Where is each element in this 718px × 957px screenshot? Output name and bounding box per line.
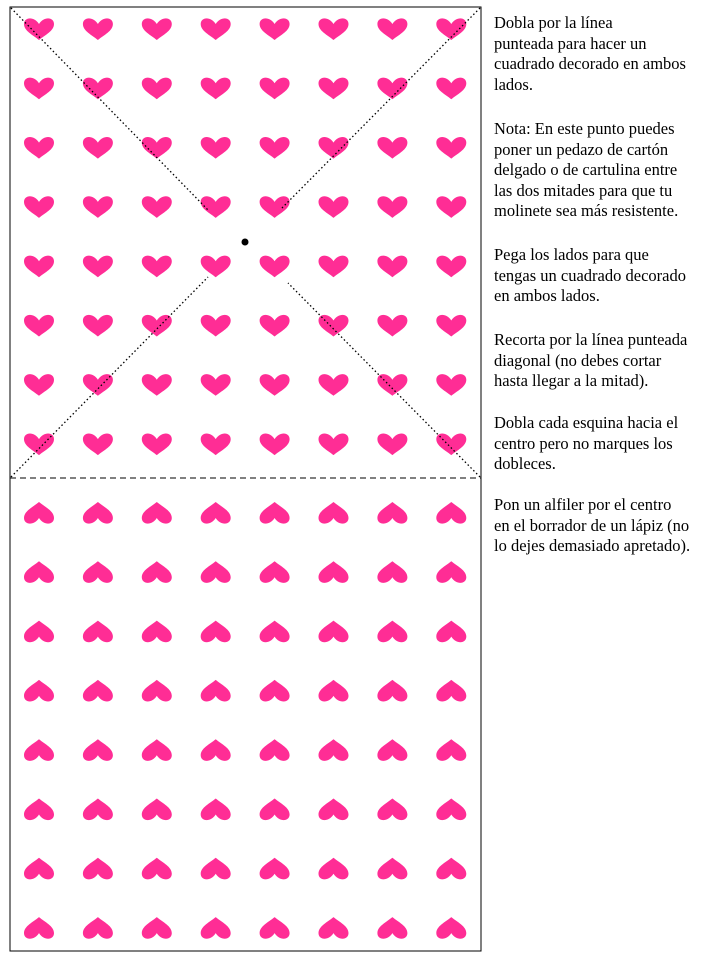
heart-icon: [377, 196, 407, 218]
heart-icon: [319, 196, 349, 218]
heart-icon: [201, 433, 231, 455]
heart-icon: [377, 621, 407, 643]
heart-icon: [260, 78, 290, 100]
heart-icon: [201, 137, 231, 159]
heart-icon: [319, 621, 349, 643]
heart-icon: [142, 502, 172, 524]
heart-icon: [24, 433, 54, 455]
heart-icon: [24, 858, 54, 880]
heart-icon: [319, 315, 349, 337]
heart-icon: [83, 502, 113, 524]
heart-icon: [260, 137, 290, 159]
heart-icon: [201, 78, 231, 100]
instruction-note: Nota: En este punto puedes poner un pedazo de cartón delgado o de cartulina entre las dos mitades para que tu molinete sea más resistente.: [494, 119, 679, 220]
heart-icon: [201, 561, 231, 583]
heart-icon: [24, 680, 54, 702]
heart-icon: [436, 621, 466, 643]
heart-icon: [83, 196, 113, 218]
heart-icon: [24, 502, 54, 524]
heart-icon: [142, 433, 172, 455]
heart-icon: [142, 18, 172, 40]
heart-icon: [201, 502, 231, 524]
heart-icon: [377, 561, 407, 583]
heart-icon: [142, 256, 172, 278]
heart-icon: [24, 315, 54, 337]
heart-icon: [436, 137, 466, 159]
heart-icon: [319, 18, 349, 40]
heart-icon: [319, 137, 349, 159]
heart-icon: [201, 315, 231, 337]
heart-icon: [201, 18, 231, 40]
heart-icon: [83, 858, 113, 880]
heart-icon: [319, 680, 349, 702]
heart-icon: [260, 799, 290, 821]
heart-icon: [201, 917, 231, 939]
heart-icon: [377, 858, 407, 880]
heart-icon: [24, 256, 54, 278]
heart-icon: [83, 799, 113, 821]
heart-icon: [377, 315, 407, 337]
bottom-heart-pattern: [24, 502, 466, 939]
heart-icon: [260, 502, 290, 524]
heart-icon: [83, 315, 113, 337]
heart-icon: [319, 799, 349, 821]
heart-icon: [319, 502, 349, 524]
heart-icon: [83, 561, 113, 583]
heart-icon: [319, 561, 349, 583]
instruction-glue: Pega los lados para que tengas un cuadrado decorado en ambos lados.: [494, 245, 686, 305]
heart-icon: [319, 256, 349, 278]
heart-icon: [319, 433, 349, 455]
heart-icon: [377, 256, 407, 278]
heart-icon: [142, 799, 172, 821]
heart-icon: [83, 621, 113, 643]
heart-icon: [24, 561, 54, 583]
instruction-fold: Dobla por la línea punteada para hacer un cuadrado decorado en ambos lados.: [494, 13, 686, 94]
heart-icon: [142, 315, 172, 337]
heart-icon: [83, 739, 113, 761]
heart-icon: [319, 739, 349, 761]
center-pin-dot: [242, 239, 249, 246]
heart-icon: [201, 621, 231, 643]
heart-icon: [24, 799, 54, 821]
heart-icon: [436, 502, 466, 524]
heart-icon: [142, 917, 172, 939]
heart-icon: [142, 858, 172, 880]
heart-icon: [377, 433, 407, 455]
heart-icon: [319, 858, 349, 880]
heart-icon: [377, 374, 407, 396]
heart-icon: [436, 739, 466, 761]
heart-icon: [260, 680, 290, 702]
top-heart-pattern: [24, 18, 466, 455]
heart-icon: [260, 858, 290, 880]
heart-icon: [260, 374, 290, 396]
heart-icon: [436, 680, 466, 702]
heart-icon: [377, 502, 407, 524]
heart-icon: [260, 561, 290, 583]
heart-icon: [436, 858, 466, 880]
instruction-pin: Pon un alfiler por el centro en el borrador de un lápiz (no lo dejes demasiado apretado).: [494, 495, 691, 555]
heart-icon: [260, 256, 290, 278]
heart-icon: [260, 315, 290, 337]
heart-icon: [83, 78, 113, 100]
heart-icon: [24, 196, 54, 218]
heart-icon: [436, 561, 466, 583]
heart-icon: [24, 917, 54, 939]
heart-icon: [319, 374, 349, 396]
heart-icon: [201, 196, 231, 218]
heart-icon: [142, 680, 172, 702]
instruction-bend-corners: Dobla cada esquina hacia el centro pero no marques los dobleces.: [494, 413, 679, 473]
heart-icon: [436, 78, 466, 100]
heart-icon: [377, 18, 407, 40]
heart-icon: [377, 739, 407, 761]
heart-icon: [377, 680, 407, 702]
heart-icon: [377, 917, 407, 939]
heart-icon: [436, 799, 466, 821]
heart-icon: [436, 374, 466, 396]
heart-icon: [201, 858, 231, 880]
heart-icon: [142, 78, 172, 100]
heart-icon: [260, 18, 290, 40]
heart-icon: [83, 917, 113, 939]
heart-icon: [24, 374, 54, 396]
heart-icon: [24, 621, 54, 643]
heart-icon: [201, 256, 231, 278]
heart-icon: [260, 433, 290, 455]
heart-icon: [436, 917, 466, 939]
heart-icon: [83, 374, 113, 396]
heart-icon: [24, 137, 54, 159]
heart-icon: [83, 680, 113, 702]
heart-icon: [201, 680, 231, 702]
heart-icon: [201, 799, 231, 821]
heart-icon: [377, 137, 407, 159]
heart-icon: [142, 137, 172, 159]
heart-icon: [142, 196, 172, 218]
heart-icon: [436, 256, 466, 278]
heart-icon: [260, 196, 290, 218]
heart-icon: [142, 374, 172, 396]
heart-icon: [83, 18, 113, 40]
heart-icon: [319, 917, 349, 939]
heart-icon: [260, 739, 290, 761]
heart-icon: [24, 739, 54, 761]
heart-icon: [24, 78, 54, 100]
heart-icon: [83, 256, 113, 278]
heart-icon: [436, 315, 466, 337]
heart-icon: [319, 78, 349, 100]
heart-icon: [377, 799, 407, 821]
heart-icon: [260, 917, 290, 939]
heart-icon: [142, 739, 172, 761]
heart-icon: [260, 621, 290, 643]
heart-icon: [142, 561, 172, 583]
heart-icon: [201, 739, 231, 761]
instruction-cut: Recorta por la línea punteada diagonal (no debes cortar hasta llegar a la mitad).: [494, 330, 688, 390]
sheet-border: [10, 7, 481, 951]
heart-icon: [436, 196, 466, 218]
heart-icon: [83, 433, 113, 455]
heart-icon: [83, 137, 113, 159]
heart-icon: [142, 621, 172, 643]
heart-icon: [201, 374, 231, 396]
